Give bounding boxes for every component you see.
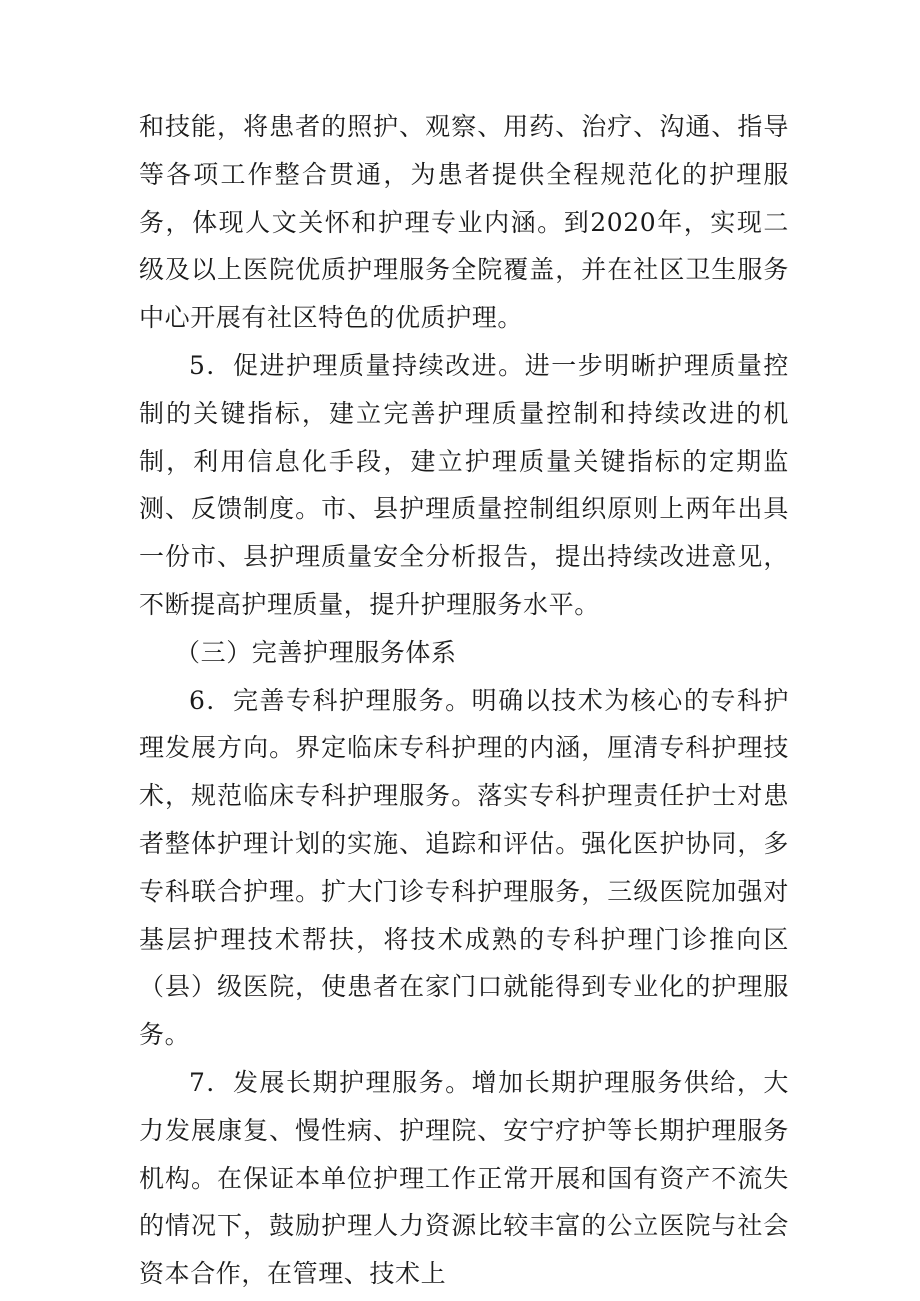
paragraph-item-7: 7．发展长期护理服务。增加长期护理服务供给，大力发展康复、慢性病、护理院、安宁疗护等长期护理服务机构。在保证本单位护理工作正常开展和国有资产不流失的情况下，鼓励护理人力资源比较丰富的公立医院与社会资本合作，在管理、技术上 [139,1067,789,1289]
paragraph-continued: 和技能，将患者的照护、观察、用药、治疗、沟通、指导等各项工作整合贯通，为患者提供全程规范化的护理服务，体现人文关怀和护理专业内涵。到2020年，实现二级及以上医院优质护理服务全院覆盖，并在社区卫生服务中心开展有社区特色的优质护理。 [139,112,789,333]
document-page [139,103,789,1298]
section-heading: （三）完善护理服务体系 [175,637,457,667]
paragraph-item-6: 6．完善专科护理服务。明确以技术为核心的专科护理发展方向。界定临床专科护理的内涵，厘清专科护理技术，规范临床专科护理服务。落实专科护理责任护士对患者整体护理计划的实施、追踪和评估。强化医护协同，多专科联合护理。扩大门诊专科护理服务，三级医院加强对基层护理技术帮扶，将技术成熟的专科护理门诊推向区（县）级医院，使患者在家门口就能得到专业化的护理服务。 [139,685,789,1050]
paragraph-item-5: 5．促进护理质量持续改进。进一步明晰护理质量控制的关键指标，建立完善护理质量控制和持续改进的机制，利用信息化手段，建立护理质量关键指标的定期监测、反馈制度。市、县护理质量控制组织原则上两年出具一份市、县护理质量安全分析报告，提出持续改进意见，不断提高护理质量，提升护理服务水平。 [139,350,789,619]
